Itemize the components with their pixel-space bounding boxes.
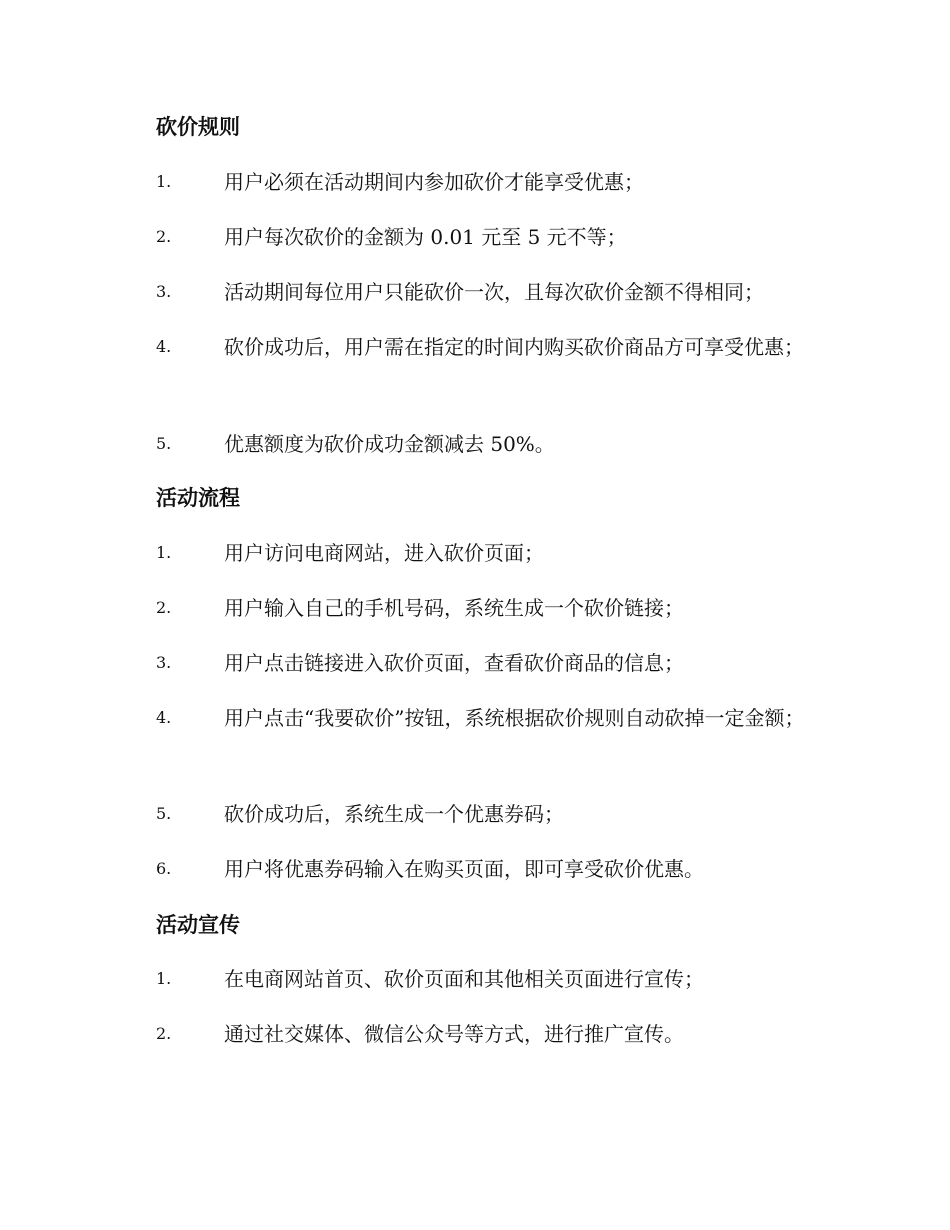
list-item-text: 通过社交媒体、微信公众号等方式，进行推广宣传。 (224, 1022, 684, 1046)
list-item-number: 1. (156, 172, 172, 191)
list-item-text: 在电商网站首页、砍价页面和其他相关页面进行宣传； (224, 967, 704, 991)
list-item-number: 2. (156, 227, 172, 246)
list-item-number: 3. (156, 653, 172, 672)
list-item-text: 用户必须在活动期间内参加砍价才能享受优惠； (224, 170, 644, 194)
list-item-text: 活动期间每位用户只能砍价一次，且每次砍价金额不得相同； (224, 280, 764, 304)
section-heading-rules: 砍价规则 (156, 114, 240, 139)
list-item-text: 用户输入自己的手机号码，系统生成一个砍价链接； (224, 596, 684, 620)
section-heading-promotion: 活动宣传 (156, 912, 240, 937)
list-item (112, 161, 838, 203)
list-item-text: 用户点击“我要砍价”按钮，系统根据砍价规则自动砍掉一定金额； (224, 706, 805, 730)
list-item-number: 2. (156, 598, 172, 617)
list-item (112, 271, 838, 313)
list-item (112, 848, 838, 890)
list-item (112, 532, 838, 574)
list-item-number: 4. (156, 708, 172, 727)
list-item-number: 1. (156, 543, 172, 562)
list-item (112, 642, 838, 684)
list-item-text: 用户将优惠券码输入在购买页面，即可享受砍价优惠。 (224, 857, 704, 881)
list-item (112, 958, 838, 1000)
list-item-text: 用户访问电商网站，进入砍价页面； (224, 541, 544, 565)
list-item-number: 5. (156, 804, 172, 823)
list-item-text: 用户每次砍价的金额为 0.01 元至 5 元不等； (224, 225, 627, 249)
list-item (112, 587, 838, 629)
list-item-number: 3. (156, 282, 172, 301)
list-item-number: 6. (156, 859, 172, 878)
section-heading-process: 活动流程 (156, 485, 240, 510)
list-item (112, 423, 838, 465)
list-item (112, 216, 838, 258)
list-item-text: 优惠额度为砍价成功金额减去 50%。 (224, 432, 555, 456)
list-item (112, 1013, 838, 1055)
list-item (112, 697, 838, 739)
list-item-text: 用户点击链接进入砍价页面，查看砍价商品的信息； (224, 651, 684, 675)
list-item-number: 2. (156, 1024, 172, 1043)
list-item-text: 砍价成功后，系统生成一个优惠券码； (224, 802, 564, 826)
list-item-text: 砍价成功后，用户需在指定的时间内购买砍价商品方可享受优惠； (224, 335, 804, 359)
list-item-number: 4. (156, 337, 172, 356)
list-item-number: 1. (156, 969, 172, 988)
list-item (112, 793, 838, 835)
list-item (112, 326, 838, 368)
list-item-number: 5. (156, 434, 172, 453)
